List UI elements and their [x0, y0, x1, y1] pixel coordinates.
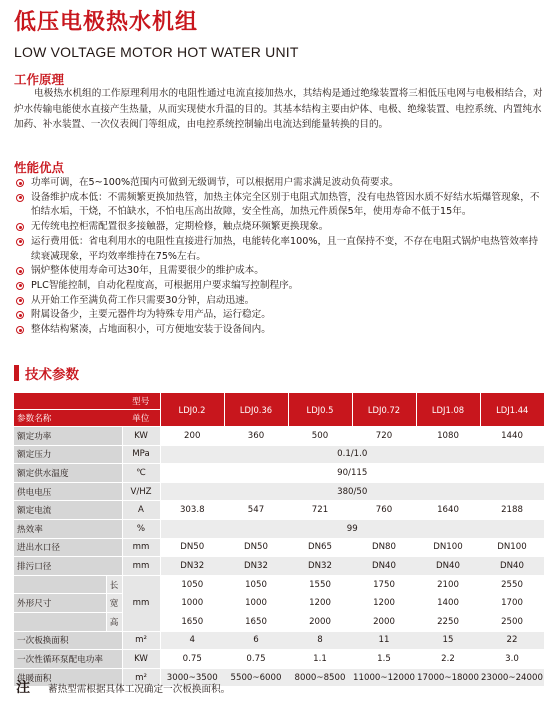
circle-bullet-icon: [16, 179, 24, 187]
note-mark: 注: [16, 680, 30, 696]
feature-item: [14, 191, 544, 220]
param-unit: V/HZ: [122, 482, 160, 501]
table-cell: 2000: [352, 612, 416, 631]
table-cell: 0.75: [224, 650, 288, 669]
table-cell: 11: [352, 631, 416, 650]
table-cell-merged: 380/50: [160, 482, 544, 501]
table-cell: DN65: [288, 538, 352, 557]
circle-bullet-icon: [16, 297, 24, 305]
table-cell: 2550: [480, 575, 544, 594]
table-cell: 1.5: [352, 650, 416, 669]
feature-text: 整体结构紧凑，占地面积小，可方便地安装于设备间内。: [31, 324, 271, 336]
tech-params-title: 技术参数: [25, 367, 79, 383]
table-cell: 721: [288, 501, 352, 520]
table-cell: 1000: [224, 594, 288, 613]
table-cell: 1750: [352, 575, 416, 594]
feature-item: [14, 308, 544, 323]
table-cell: 200: [160, 427, 224, 446]
circle-bullet-icon: [16, 267, 24, 275]
table-cell: 500: [288, 427, 352, 446]
note-text: 蓄热型需根据具体工况确定一次板换面积。: [48, 684, 231, 695]
table-cell: 4: [160, 631, 224, 650]
table-row: [14, 631, 544, 650]
feature-item: [14, 279, 544, 294]
model-header: LDJ0.2: [160, 393, 224, 427]
table-cell: 3.0: [480, 650, 544, 669]
feature-text: 运行费用低：省电利用水的电阻性直接进行加热，电能转化率100%，且一直保持不变，不存在电阻式锅炉电热管效率持续衰减现象，平均效率维持在75%左右。: [31, 235, 539, 262]
param-unit: KW: [122, 650, 160, 669]
feature-text: 无传统电控柜需配置很多接触器，定期检修，触点烧环频繁更换现象。: [31, 221, 329, 233]
param-name: 热效率: [14, 519, 122, 538]
feature-text: PLC智能控制，自动化程度高，可根据用户要求编写控制程序。: [31, 279, 299, 291]
param-unit: A: [122, 501, 160, 520]
table-cell: 720: [352, 427, 416, 446]
table-cell: 1080: [416, 427, 480, 446]
param-unit: mm: [122, 538, 160, 557]
param-name: 额定供水温度: [14, 464, 122, 483]
table-cell: DN40: [480, 557, 544, 576]
param-unit: m²: [122, 668, 160, 687]
header-model-label: 型号: [122, 393, 160, 410]
table-cell: 8000~8500: [288, 668, 352, 687]
model-header: LDJ0.36: [224, 393, 288, 427]
table-cell: DN100: [480, 538, 544, 557]
table-cell: 23000~24000: [480, 668, 544, 687]
table-cell: 1700: [480, 594, 544, 613]
table-cell-merged: 0.1/1.0: [160, 445, 544, 464]
table-cell: DN50: [160, 538, 224, 557]
param-name: 额定电流: [14, 501, 122, 520]
table-cell: 2188: [480, 501, 544, 520]
param-name: 排污口径: [14, 557, 122, 576]
table-row: [14, 519, 544, 538]
table-cell: DN32: [288, 557, 352, 576]
circle-bullet-icon: [16, 194, 24, 202]
table-cell: 360: [224, 427, 288, 446]
table-row: [14, 464, 544, 483]
param-name-blank: [14, 575, 106, 594]
table-cell: DN40: [416, 557, 480, 576]
table-cell: 1200: [288, 594, 352, 613]
circle-bullet-icon: [16, 282, 24, 290]
param-name: 供电电压: [14, 482, 122, 501]
table-cell: 8: [288, 631, 352, 650]
param-name: 一次板换面积: [14, 631, 122, 650]
dim-label: 宽: [106, 594, 122, 613]
model-header: LDJ1.08: [416, 393, 480, 427]
table-cell: DN100: [416, 538, 480, 557]
circle-bullet-icon: [16, 326, 24, 334]
table-row: [14, 612, 544, 631]
param-name: 额定压力: [14, 445, 122, 464]
table-row: [14, 538, 544, 557]
param-unit: mm: [122, 557, 160, 576]
feature-text: 锅炉整体使用寿命可达30年，且需要很少的维护成本。: [31, 265, 264, 277]
table-row: [14, 427, 544, 446]
feature-item: [14, 220, 544, 235]
table-cell: 6: [224, 631, 288, 650]
feature-item: [14, 294, 544, 309]
param-unit: m²: [122, 631, 160, 650]
table-cell: 1200: [352, 594, 416, 613]
table-cell: DN80: [352, 538, 416, 557]
table-cell: 303.8: [160, 501, 224, 520]
table-cell: 2100: [416, 575, 480, 594]
dim-label: 高: [106, 612, 122, 631]
table-cell: 547: [224, 501, 288, 520]
table-cell: 1550: [288, 575, 352, 594]
param-name: 一次性循环泵配电功率: [14, 650, 122, 669]
circle-bullet-icon: [16, 238, 24, 246]
circle-bullet-icon: [16, 311, 24, 319]
table-cell: 1000: [160, 594, 224, 613]
table-cell: 1050: [160, 575, 224, 594]
feature-item: [14, 323, 544, 338]
table-header-row: [14, 393, 544, 410]
table-row: [14, 594, 544, 613]
table-cell: 1650: [224, 612, 288, 631]
table-cell: 22: [480, 631, 544, 650]
table-cell: 1400: [416, 594, 480, 613]
table-cell: 15: [416, 631, 480, 650]
param-unit: MPa: [122, 445, 160, 464]
table-row: [14, 445, 544, 464]
principle-heading: 工作原理: [14, 72, 65, 87]
table-cell: 2.2: [416, 650, 480, 669]
tech-params-heading: [14, 364, 79, 382]
page-subtitle: LOW VOLTAGE MOTOR HOT WATER UNIT: [14, 44, 299, 60]
table-cell: 760: [352, 501, 416, 520]
table-cell: 11000~12000: [352, 668, 416, 687]
table-cell: 1.1: [288, 650, 352, 669]
param-name: 额定功率: [14, 427, 122, 446]
table-row: [14, 482, 544, 501]
features-list: [14, 176, 544, 338]
model-header: LDJ1.44: [480, 393, 544, 427]
table-cell: 1440: [480, 427, 544, 446]
spec-table: [14, 393, 544, 687]
dim-label: 长: [106, 575, 122, 594]
param-name: 进出水口径: [14, 538, 122, 557]
table-cell: 5500~6000: [224, 668, 288, 687]
table-cell: 0.75: [160, 650, 224, 669]
table-cell: 3000~3500: [160, 668, 224, 687]
feature-text: 从开始工作至满负荷工作只需要30分钟，启动迅速。: [31, 294, 255, 306]
param-unit: KW: [122, 427, 160, 446]
header-param-label: 参数名称: [14, 410, 122, 427]
feature-text: 设备维护成本低：不需频繁更换加热管，加热主体完全区别于电阻式加热管，没有电热管因水质不好结水垢爆管现象，不怕结水垢，干烧，不怕缺水，不怕电压高出故障，安全性高，加热元件质保5年，使用寿命不低于15年。: [31, 191, 540, 218]
param-unit: mm: [122, 575, 160, 631]
model-header: LDJ0.72: [352, 393, 416, 427]
model-header: LDJ0.5: [288, 393, 352, 427]
table-cell-merged: 99: [160, 519, 544, 538]
table-cell: 2000: [288, 612, 352, 631]
table-row: [14, 557, 544, 576]
feature-text: 功率可调，在5~100%范围内可做到无级调节，可以根据用户需求满足波动负荷要求。: [31, 177, 399, 188]
feature-item: [14, 264, 544, 279]
table-cell: 1650: [160, 612, 224, 631]
table-cell: 1640: [416, 501, 480, 520]
features-heading: 性能优点: [14, 160, 65, 175]
table-cell-merged: 90/115: [160, 464, 544, 483]
param-name: 外形尺寸: [14, 594, 106, 613]
table-row: [14, 650, 544, 669]
circle-bullet-icon: [16, 223, 24, 231]
table-cell: 2500: [480, 612, 544, 631]
param-unit: ℃: [122, 464, 160, 483]
param-unit: %: [122, 519, 160, 538]
table-cell: DN50: [224, 538, 288, 557]
table-cell: 2250: [416, 612, 480, 631]
param-name-blank: [14, 612, 106, 631]
table-cell: DN40: [352, 557, 416, 576]
principle-text: 电极热水机组的工作原理利用水的电阻性通过电流直接加热水，其结构是通过绝缘装置将三相低压电网与电极相结合，对炉水传输电能使水直接产生热量，从而实现使水升温的目的。其基本结构主要由炉体、电极、绝缘装置、电控系统、内置纯水加药、补水装置、一次仪表阀门等组成，由电控系统控制输出电流达到能量转换的目的。: [14, 88, 543, 131]
feature-item: [14, 176, 544, 191]
header-unit-label: 单位: [122, 410, 160, 427]
section-bar-icon: [14, 365, 19, 381]
table-cell: DN32: [160, 557, 224, 576]
table-row: [14, 575, 544, 594]
page-title: 低压电极热水机组: [14, 10, 199, 35]
table-row: [14, 501, 544, 520]
table-cell: 1050: [224, 575, 288, 594]
table-cell: 17000~18000: [416, 668, 480, 687]
param-name: 供暖面积: [14, 668, 122, 687]
table-cell: DN32: [224, 557, 288, 576]
header-blank: [14, 393, 122, 410]
feature-item: [14, 235, 544, 264]
feature-text: 附属设备少，主要元器件均为特殊专用产品，运行稳定。: [31, 309, 271, 321]
